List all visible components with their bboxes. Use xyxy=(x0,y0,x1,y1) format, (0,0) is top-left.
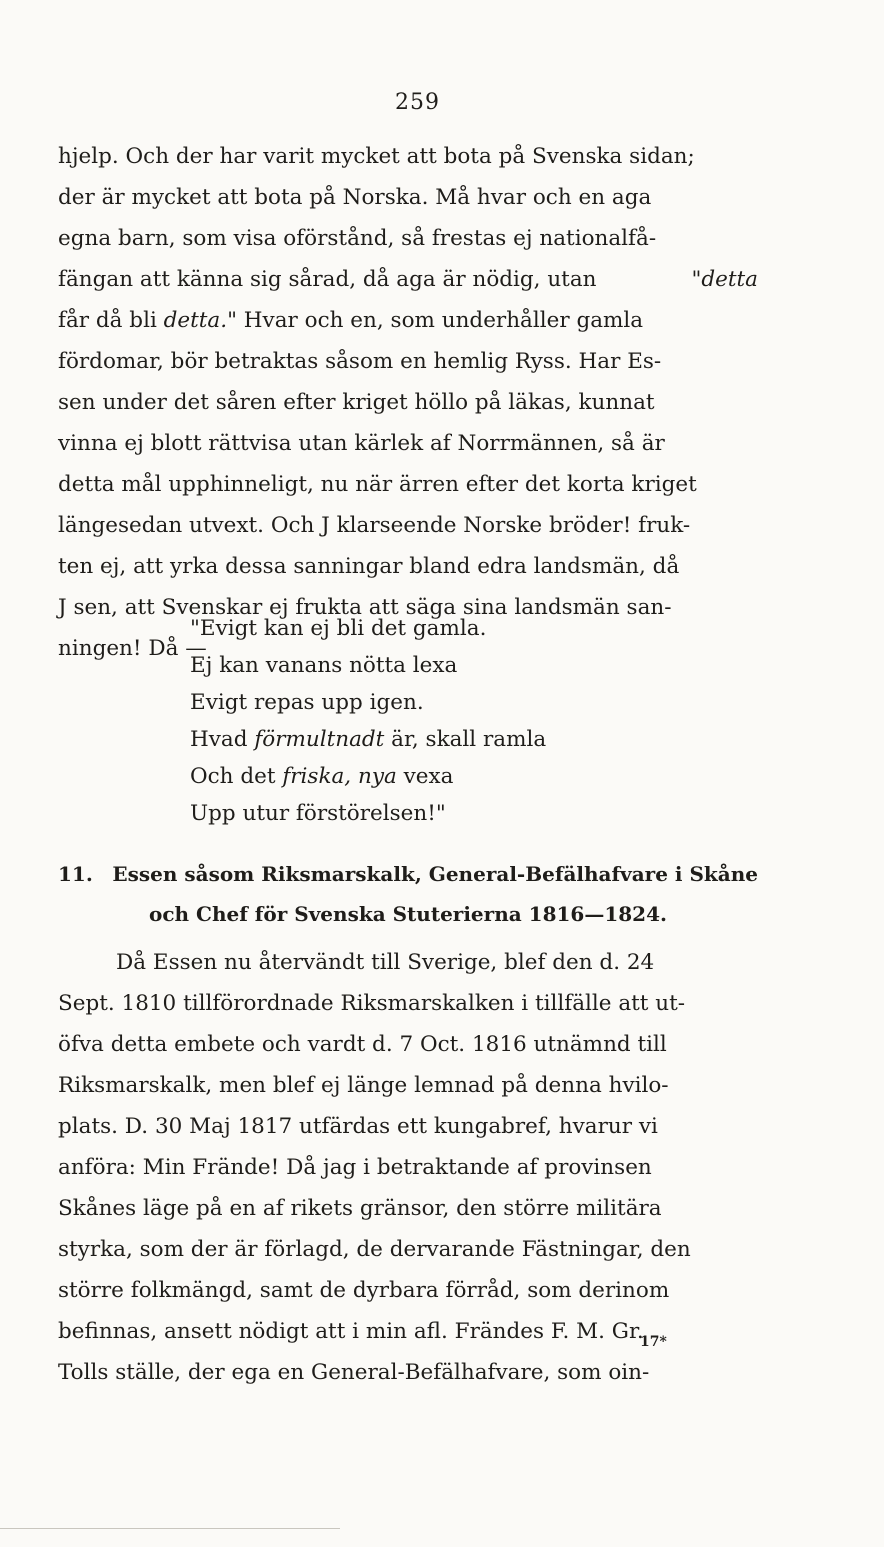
text-segment: vexa xyxy=(396,764,454,789)
text-line: egna barn, som visa oförstånd, så frestas ej nationalfå- xyxy=(58,226,657,251)
paragraph-1 xyxy=(58,136,758,669)
text-line: ten ej, att yrka dessa sanningar bland edra landsmän, då xyxy=(58,554,680,579)
italic-text: förmultnadt xyxy=(254,727,385,752)
text-line xyxy=(58,259,758,300)
text-line: vinna ej blott rättvisa utan kärlek af Norrmännen, så är xyxy=(58,431,665,456)
italic-text: detta." xyxy=(163,308,237,333)
text-line: större folkmängd, samt de dyrbara förråd, som derinom xyxy=(58,1278,670,1303)
poem-line: Upp utur förstörelsen!" xyxy=(190,801,446,826)
text-line: Tolls ställe, der ega en General-Befälhafvare, som oin- xyxy=(58,1360,650,1385)
text-line: längesedan utvext. Och J klarseende Norske bröder! fruk- xyxy=(58,513,691,538)
poem-line: "Evigt kan ej bli det gamla. xyxy=(190,616,487,641)
text-line: öfva detta embete och vardt d. 7 Oct. 1816 utnämnd till xyxy=(58,1032,667,1057)
italic-text: friska, nya xyxy=(282,764,397,789)
section-heading xyxy=(58,854,758,934)
heading-line xyxy=(58,854,758,894)
text-line: J sen, att Svenskar ej frukta att säga sina landsmän san- xyxy=(58,595,672,620)
text-line xyxy=(58,300,758,341)
heading-line: och Chef för Svenska Stuterierna 1816—1824. xyxy=(149,902,667,926)
text-segment: fängan att känna sig sårad, då aga är nödig, utan xyxy=(58,267,604,292)
poem-line xyxy=(190,721,546,758)
text-line: anföra: Min Frände! Då jag i betraktande af provinsen xyxy=(58,1155,652,1180)
text-segment: Hvar och en, som underhåller gamla xyxy=(236,308,644,333)
text-line: styrka, som der är förlagd, de dervarande Fästningar, den xyxy=(58,1237,691,1262)
text-line: detta mål upphinneligt, nu när ärren efter det korta kriget xyxy=(58,472,697,497)
text-segment: Hvad xyxy=(190,727,255,752)
text-line: Riksmarskalk, men blef ej länge lemnad på denna hvilo- xyxy=(58,1073,669,1098)
text-line: der är mycket att bota på Norska. Må hvar och en aga xyxy=(58,185,652,210)
section-number: 11. xyxy=(58,862,93,886)
text-line: ningen! Då — xyxy=(58,636,207,661)
text-line: Skånes läge på en af rikets gränsor, den större militära xyxy=(58,1196,662,1221)
text-line: befinnas, ansett nödigt att i min afl. Frändes F. M. Gr. xyxy=(58,1319,644,1344)
text-line: Sept. 1810 tillförordnade Riksmarskalken i tillfälle att ut- xyxy=(58,991,686,1016)
text-line: Då Essen nu återvändt till Sverige, blef den d. 24 xyxy=(116,950,655,975)
text-line: fördomar, bör betraktas såsom en hemlig Ryss. Har Es- xyxy=(58,349,662,374)
text-line: sen under det såren efter kriget höllo på läkas, kunnat xyxy=(58,390,655,415)
heading-text: Essen såsom Riksmarskalk, General-Befälhafvare i Skåne xyxy=(112,862,758,886)
poem-quote xyxy=(190,610,546,832)
text-line: plats. D. 30 Maj 1817 utfärdas ett kungabref, hvarur vi xyxy=(58,1114,658,1139)
text-line: hjelp. Och der har varit mycket att bota på Svenska sidan; xyxy=(58,144,695,169)
text-segment: får då bli xyxy=(58,308,164,333)
divider xyxy=(0,1528,340,1529)
paragraph-2 xyxy=(58,942,758,1393)
italic-text: "detta xyxy=(691,267,758,292)
signature-mark: 17* xyxy=(640,1334,667,1350)
poem-line: Ej kan vanans nötta lexa xyxy=(190,653,458,678)
page-number: 259 xyxy=(395,90,440,115)
text-segment: Och det xyxy=(190,764,283,789)
poem-line: Evigt repas upp igen. xyxy=(190,690,424,715)
poem-line xyxy=(190,758,546,795)
text-segment: är, skall ramla xyxy=(384,727,547,752)
